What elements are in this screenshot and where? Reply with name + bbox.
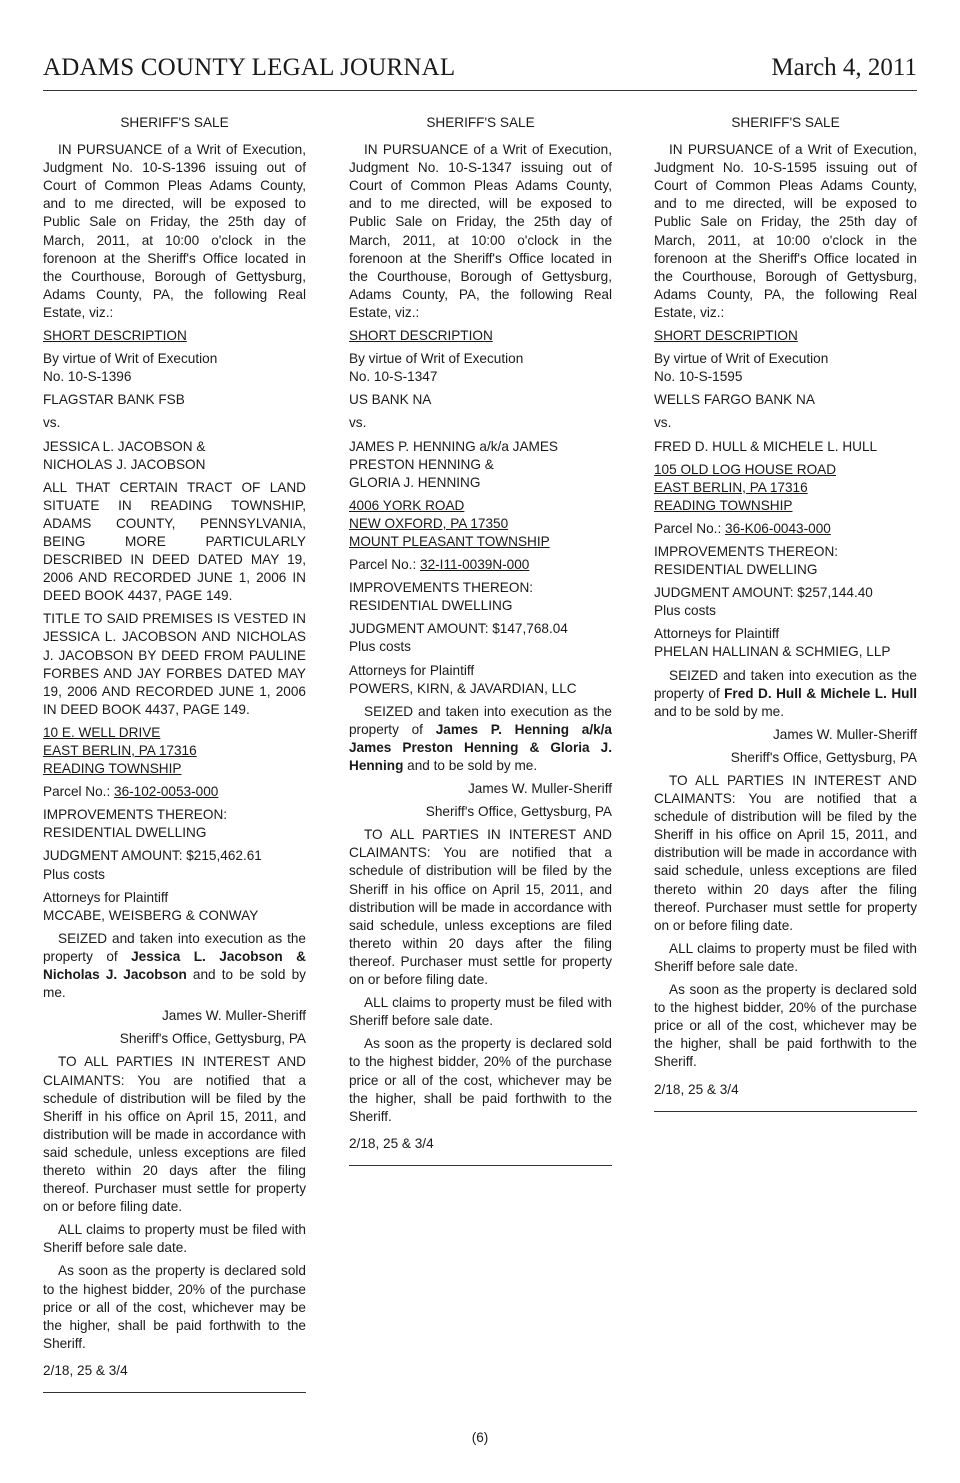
sheriff-signature bbox=[349, 780, 612, 821]
address-line-block bbox=[43, 724, 306, 778]
sheriff-office: Sheriff's Office, Gettysburg, PA bbox=[730, 749, 917, 765]
parcel-line bbox=[349, 556, 612, 574]
defendant-line: JAMES P. HENNING a/k/a JAMES bbox=[349, 438, 558, 454]
intro-paragraph: IN PURSUANCE of a Writ of Execution, Judgment No. 10-S-1347 issuing out of Court of Common Pleas Adams County, and to me directed, will be exposed to Public Sale on Friday, the 25th day of March, 2011, at 10:00 o'clock in the forenoon at the Sheriff's Office located in the Courthouse, Borough of Gettysburg, Adams County, PA, the following Real Estate, viz.: bbox=[349, 142, 612, 320]
legal-description: ALL THAT CERTAIN TRACT OF LAND SITUATE IN READING TOWNSHIP, ADAMS COUNTY, PENNSYLVANIA, BEING MORE PARTICULARLY DESCRIBED IN DEED DATED MAY 19, 2006 AND RECORDED JUNE 1, 2006 IN DEED BOOK 4437, PAGE 149. bbox=[43, 479, 306, 604]
address-line: READING TOWNSHIP bbox=[654, 497, 793, 513]
address-line: EAST BERLIN, PA 17316 bbox=[654, 479, 808, 495]
improvements-line: RESIDENTIAL DWELLING bbox=[654, 562, 818, 578]
sheriff-office: Sheriff's Office, Gettysburg, PA bbox=[425, 804, 612, 820]
notice-divider bbox=[43, 1392, 306, 1393]
improvements-line: IMPROVEMENTS THEREON: bbox=[349, 580, 534, 596]
address-line: NEW OXFORD, PA 17350 bbox=[349, 515, 509, 531]
journal-title: ADAMS COUNTY LEGAL JOURNAL bbox=[43, 54, 456, 81]
parcel-label: Parcel No.: bbox=[43, 784, 115, 800]
judgment-line: JUDGMENT AMOUNT: $257,144.40 bbox=[654, 585, 873, 601]
sheriff-signature bbox=[43, 1007, 306, 1048]
judgment-line-block bbox=[654, 584, 917, 620]
publication-dates: 2/18, 25 & 3/4 bbox=[654, 1081, 739, 1097]
notice-column-1 bbox=[43, 114, 306, 1393]
versus: vs. bbox=[349, 415, 367, 431]
writ-line: By virtue of Writ of Execution bbox=[43, 351, 218, 367]
parcel-number: 36-102-0053-000 bbox=[114, 784, 219, 800]
versus: vs. bbox=[43, 415, 61, 431]
claims-notice: ALL claims to property must be filed with Sheriff before sale date. bbox=[654, 940, 917, 974]
writ-line: By virtue of Writ of Execution bbox=[349, 351, 524, 367]
defendant-line-block bbox=[654, 438, 917, 456]
seized-text: SEIZED and taken into execution as the property of bbox=[654, 667, 917, 701]
writ-block bbox=[654, 350, 917, 386]
parcel-line bbox=[43, 783, 306, 801]
sheriff-office: Sheriff's Office, Gettysburg, PA bbox=[119, 1031, 306, 1047]
claims-notice: ALL claims to property must be filed with Sheriff before sale date. bbox=[349, 995, 612, 1029]
seized-paragraph bbox=[654, 667, 917, 721]
plaintiff: US BANK NA bbox=[349, 392, 432, 408]
notice-title: SHERIFF'S SALE bbox=[731, 115, 840, 130]
short-description-heading: SHORT DESCRIPTION bbox=[349, 328, 493, 344]
judgment-line: JUDGMENT AMOUNT: $147,768.04 bbox=[349, 621, 568, 637]
attorney-line-block bbox=[349, 662, 612, 698]
defendant-line-block bbox=[43, 438, 306, 474]
seized-text-end: and to be sold by me. bbox=[43, 967, 306, 1001]
defendant-line: FRED D. HULL & MICHELE L. HULL bbox=[654, 438, 878, 454]
attorney-line: Attorneys for Plaintiff bbox=[654, 626, 780, 642]
address-line-block bbox=[349, 497, 612, 551]
writ-number: No. 10-S-1396 bbox=[43, 369, 132, 385]
judgment-line-block bbox=[349, 620, 612, 656]
defendant-line: PRESTON HENNING & bbox=[349, 456, 494, 472]
address-line: READING TOWNSHIP bbox=[43, 761, 182, 777]
publication-dates: 2/18, 25 & 3/4 bbox=[43, 1362, 128, 1378]
improvements-line: IMPROVEMENTS THEREON: bbox=[654, 543, 839, 559]
attorney-line-block bbox=[654, 625, 917, 661]
address-line: EAST BERLIN, PA 17316 bbox=[43, 743, 197, 758]
notice-divider bbox=[654, 1111, 917, 1112]
plaintiff: FLAGSTAR BANK FSB bbox=[43, 392, 185, 408]
page-header bbox=[43, 54, 917, 91]
improvements-line: RESIDENTIAL DWELLING bbox=[43, 825, 207, 841]
judgment-line: Plus costs bbox=[654, 603, 716, 619]
defendant-line: JESSICA L. JACOBSON & bbox=[43, 438, 206, 454]
address-line: 105 OLD LOG HOUSE ROAD bbox=[654, 461, 837, 477]
sheriff-name: James W. Muller-Sheriff bbox=[161, 1008, 306, 1024]
property-owner-names: Fred D. Hull & Michele L. Hull bbox=[724, 685, 917, 701]
address-line: 10 E. WELL DRIVE bbox=[43, 724, 161, 740]
parcel-label: Parcel No.: bbox=[654, 520, 726, 536]
judgment-line-block bbox=[43, 847, 306, 883]
sheriff-name: James W. Muller-Sheriff bbox=[467, 781, 612, 797]
attorney-line: Attorneys for Plaintiff bbox=[43, 889, 169, 905]
judgment-line: Plus costs bbox=[349, 639, 411, 655]
address-line: MOUNT PLEASANT TOWNSHIP bbox=[349, 533, 550, 549]
parties-notice: TO ALL PARTIES IN INTEREST AND CLAIMANTS: You are notified that a schedule of distribution will be filed by the Sheriff in his office on April 15, 2011, and distribution will be made in accordance with said schedule, unless exceptions are filed thereto within 20 days after the filing thereof. Purchaser must settle for property on or before filing date. bbox=[654, 773, 917, 933]
improvements-line: RESIDENTIAL DWELLING bbox=[349, 598, 513, 614]
attorney-line: PHELAN HALLINAN & SCHMIEG, LLP bbox=[654, 644, 891, 660]
seized-text-end: and to be sold by me. bbox=[654, 703, 784, 719]
writ-line: By virtue of Writ of Execution bbox=[654, 351, 829, 367]
improvements-line-block bbox=[654, 543, 917, 579]
intro-paragraph: IN PURSUANCE of a Writ of Execution, Judgment No. 10-S-1595 issuing out of Court of Common Pleas Adams County, and to me directed, will be exposed to Public Sale on Friday, the 25th day of March, 2011, at 10:00 o'clock in the forenoon at the Sheriff's Office located in the Courthouse, Borough of Gettysburg, Adams County, PA, the following Real Estate, viz.: bbox=[654, 142, 917, 320]
attorney-line-block bbox=[43, 889, 306, 925]
seized-text: SEIZED and taken into execution as the property of bbox=[349, 703, 612, 737]
sheriff-name: James W. Muller-Sheriff bbox=[772, 726, 917, 742]
intro-paragraph: IN PURSUANCE of a Writ of Execution, Judgment No. 10-S-1396 issuing out of Court of Common Pleas Adams County, and to me directed, will be exposed to Public Sale on Friday, the 25th day of March, 2011, at 10:00 o'clock in the forenoon at the Sheriff's Office located in the Courthouse, Borough of Gettysburg, Adams County, PA, the following Real Estate, viz.: bbox=[43, 142, 306, 320]
defendant-line: NICHOLAS J. JACOBSON bbox=[43, 456, 206, 472]
improvements-line: IMPROVEMENTS THEREON: bbox=[43, 807, 228, 823]
notice-column-3 bbox=[654, 114, 917, 1112]
notice-title: SHERIFF'S SALE bbox=[120, 115, 229, 130]
parties-notice: TO ALL PARTIES IN INTEREST AND CLAIMANTS: You are notified that a schedule of distribution will be filed by the Sheriff in his office on April 15, 2011, and distribution will be made in accordance with said schedule, unless exceptions are filed thereto within 20 days after the filing thereof. Purchaser must settle for property on or before filing date. bbox=[43, 1054, 306, 1215]
writ-number: No. 10-S-1595 bbox=[654, 369, 743, 385]
versus: vs. bbox=[654, 415, 672, 431]
writ-block bbox=[349, 350, 612, 386]
notice-column-2 bbox=[349, 114, 612, 1166]
payment-notice: As soon as the property is declared sold to the highest bidder, 20% of the purchase price or all of the cost, whichever may be the higher, shall be paid forthwith to the Sheriff. bbox=[654, 982, 917, 1070]
defendant-line: GLORIA J. HENNING bbox=[349, 474, 481, 490]
payment-notice: As soon as the property is declared sold to the highest bidder, 20% of the purchase price or all of the cost, whichever may be the higher, shall be paid forthwith to the Sheriff. bbox=[43, 1263, 306, 1351]
writ-number: No. 10-S-1347 bbox=[349, 369, 438, 385]
judgment-line: Plus costs bbox=[43, 866, 105, 882]
publication-dates: 2/18, 25 & 3/4 bbox=[349, 1135, 434, 1151]
parcel-number: 32-I11-0039N-000 bbox=[420, 557, 530, 573]
property-owner-names: Jessica L. Jacobson & Nicholas J. Jacobson bbox=[43, 948, 306, 983]
parcel-label: Parcel No.: bbox=[349, 557, 421, 573]
page-number: (6) bbox=[471, 1430, 489, 1445]
parcel-line bbox=[654, 520, 917, 538]
property-owner-names: James P. Henning a/k/a James Preston Henning & Gloria J. Henning bbox=[349, 721, 612, 773]
notice-title: SHERIFF'S SALE bbox=[426, 115, 535, 130]
attorney-line: Attorneys for Plaintiff bbox=[349, 662, 475, 678]
issue-date: March 4, 2011 bbox=[771, 54, 917, 81]
improvements-line-block bbox=[349, 579, 612, 615]
plaintiff: WELLS FARGO BANK NA bbox=[654, 392, 815, 408]
parties-notice: TO ALL PARTIES IN INTEREST AND CLAIMANTS: You are notified that a schedule of distribution will be filed by the Sheriff in his office on April 15, 2011, and distribution will be made in accordance with said schedule, unless exceptions are filed thereto within 20 days after the filing thereof. Purchaser must settle for property on or before filing date. bbox=[349, 827, 612, 988]
payment-notice: As soon as the property is declared sold to the highest bidder, 20% of the purchase price or all of the cost, whichever may be the higher, shall be paid forthwith to the Sheriff. bbox=[349, 1036, 612, 1124]
claims-notice: ALL claims to property must be filed with Sheriff before sale date. bbox=[43, 1222, 306, 1256]
seized-text-end: and to be sold by me. bbox=[403, 758, 538, 773]
attorney-line: POWERS, KIRN, & JAVARDIAN, LLC bbox=[349, 680, 577, 696]
seized-text: SEIZED and taken into execution as the property of bbox=[43, 930, 306, 964]
address-line-block bbox=[654, 461, 917, 515]
attorney-line: MCCABE, WEISBERG & CONWAY bbox=[43, 907, 259, 923]
improvements-line-block bbox=[43, 806, 306, 842]
sheriff-signature bbox=[654, 726, 917, 767]
short-description-heading: SHORT DESCRIPTION bbox=[43, 328, 187, 344]
seized-paragraph bbox=[43, 930, 306, 1002]
writ-block bbox=[43, 350, 306, 386]
address-line: 4006 YORK ROAD bbox=[349, 497, 465, 513]
seized-paragraph bbox=[349, 703, 612, 775]
defendant-line-block bbox=[349, 438, 612, 492]
legal-description: TITLE TO SAID PREMISES IS VESTED IN JESSICA L. JACOBSON AND NICHOLAS J. JACOBSON BY DEED FROM PAULINE FORBES AND JAY FORBES DATED MAY 19, 2006 AND RECORDED JUNE 1, 2006 IN DEED BOOK 4437, PAGE 149. bbox=[43, 611, 306, 717]
short-description-heading: SHORT DESCRIPTION bbox=[654, 328, 798, 344]
parcel-number: 36-K06-0043-000 bbox=[725, 520, 831, 536]
judgment-line: JUDGMENT AMOUNT: $215,462.61 bbox=[43, 848, 262, 864]
notice-divider bbox=[349, 1165, 612, 1166]
